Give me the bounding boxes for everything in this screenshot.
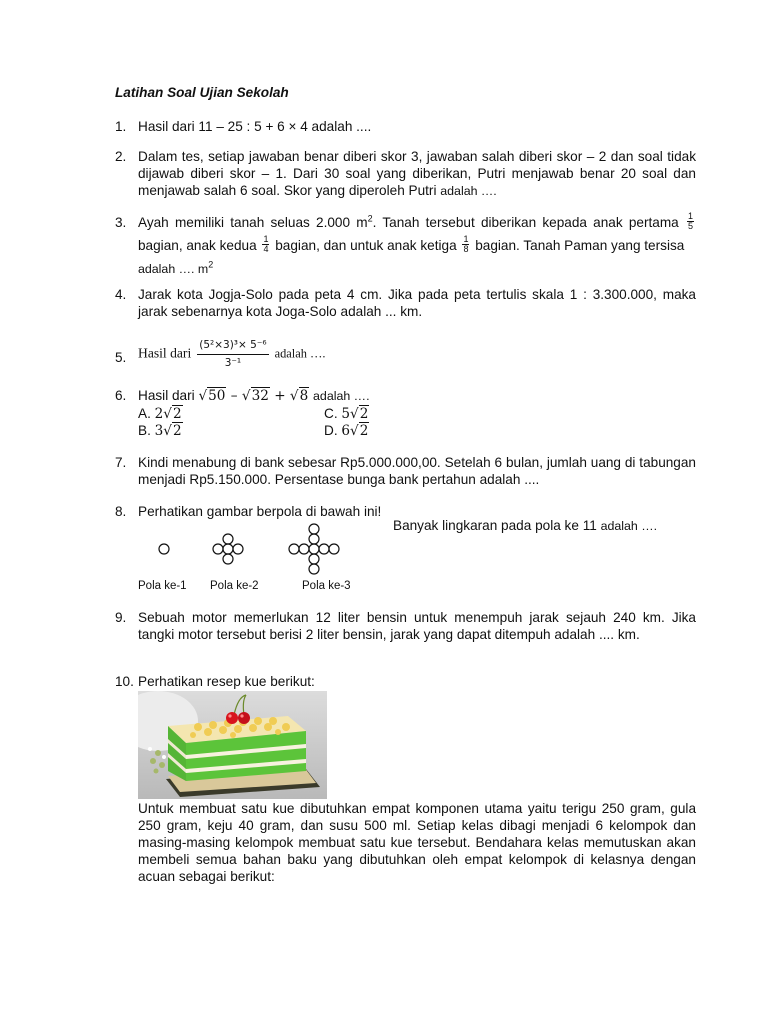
question-text: Perhatikan gambar berpola di bawah ini! xyxy=(138,504,382,519)
option-letter: A. xyxy=(138,406,151,421)
document-title: Latihan Soal Ujian Sekolah xyxy=(115,85,289,100)
question-text: Sebuah motor memerlukan 12 liter bensin untuk menempuh jarak sejauh 240 km. Jika tangki motor tersebut berisi 2 liter bensin, jarak yang dapat ditempuh adalah .... km. xyxy=(138,610,696,642)
option-letter: C. xyxy=(324,406,338,421)
pattern-3-circle xyxy=(309,524,319,534)
q6-tail: adalah …. xyxy=(313,389,370,403)
question-text: Untuk membuat satu kue dibutuhkan empat komponen utama yaitu terigu 250 gram, gula 250 gram, keju 40 gram, dan susu 500 ml. Setiap kelas dibagi menjadi 6 kelompok dan masing-masing kelompok membuat satu kue tersebut. Bendahara kelas memutuskan akan membeli semua bahan baku yang dibutuhkan oleh empat kelompok di kelasnya dengan acuan sebagai berikut: xyxy=(138,801,696,884)
fraction-denominator: 8 xyxy=(463,243,469,254)
fraction-numerator: 1 xyxy=(263,233,269,244)
q5-prefix: Hasil dari xyxy=(138,345,192,361)
question-text-tail: adalah …. xyxy=(440,184,497,198)
q3-text-4: bagian, dan untuk anak ketiga xyxy=(275,238,457,253)
option-value: 6√2 xyxy=(341,423,369,439)
option-letter: B. xyxy=(138,423,151,438)
option-coef: 6 xyxy=(341,423,351,439)
question-10 xyxy=(115,673,696,690)
radicand: 50 xyxy=(208,388,226,404)
pattern-3-circle xyxy=(309,544,319,554)
option-coef: 2 xyxy=(154,406,164,422)
q3-text-1: Ayah memiliki tanah seluas 2.000 m xyxy=(138,215,368,230)
q3-text-5: bagian. Tanah Paman yang tersisa xyxy=(475,238,685,253)
question-number: 2. xyxy=(115,149,127,164)
pattern-3-circle xyxy=(309,534,319,544)
question-text-main: Dalam tes, setiap jawaban benar diberi skor 3, jawaban salah diberi skor – 2 dan soal tidak dijawab diberi skor – 1. Dari 30 soal yang diberikan, Putri menjawab benar 20 soal dan menjawab salah 6 soal. Skor yang diperoleh Putri xyxy=(138,149,696,198)
radicand: 32 xyxy=(251,388,269,404)
radicand: 2 xyxy=(172,406,182,422)
option-value: 2√2 xyxy=(154,406,182,422)
expression-numerator: (5²×3)³× 5⁻⁶ xyxy=(197,339,268,355)
question-number: 5. xyxy=(115,350,127,365)
radicand: 2 xyxy=(359,423,369,439)
option-value: 5√2 xyxy=(341,406,369,422)
q8-question-tail: adalah …. xyxy=(600,519,658,533)
question-text: Kindi menabung di bank sebesar Rp5.000.000,00. Setelah 6 bulan, jumlah uang di tabungan menjadi Rp5.150.000. Persentase bunga bank pertahun adalah .... xyxy=(138,455,696,487)
operator: + xyxy=(269,388,290,404)
question-number: 8. xyxy=(115,504,127,519)
question-number: 9. xyxy=(115,610,127,625)
pattern-label-2: Pola ke-2 xyxy=(210,580,259,592)
question-text: Jarak kota Jogja-Solo pada peta 4 cm. Jika pada peta tertulis skala 1 : 3.300.000, maka jarak sebenarnya kota Joga-Solo adalah ... km. xyxy=(138,287,696,319)
operator: – xyxy=(226,388,242,404)
q3-sup-1: 2 xyxy=(367,213,373,224)
pattern-label-3: Pola ke-3 xyxy=(302,580,351,592)
question-number: 1. xyxy=(115,119,127,134)
pattern-3-circle xyxy=(299,544,309,554)
option-letter: D. xyxy=(324,423,338,438)
question-number: 4. xyxy=(115,287,127,302)
pattern-2-circle xyxy=(223,554,233,564)
pattern-3-circle xyxy=(319,544,329,554)
fraction-numerator: 1 xyxy=(687,210,693,221)
q8-question-text: Banyak lingkaran pada pola ke 11 xyxy=(393,518,597,533)
pattern-3-circle xyxy=(329,544,339,554)
expression-denominator: 3⁻¹ xyxy=(224,357,242,369)
fraction-denominator: 5 xyxy=(687,220,693,231)
question-number: 7. xyxy=(115,455,127,470)
option-coef: 3 xyxy=(154,423,164,439)
pattern-label-1: Pola ke-1 xyxy=(138,580,187,592)
pattern-2-circle xyxy=(233,544,243,554)
radicand: 8 xyxy=(299,388,309,404)
q3-text-3: bagian, anak kedua xyxy=(138,238,257,253)
question-text: Hasil dari 11 – 25 : 5 + 6 × 4 adalah .... xyxy=(138,119,372,134)
fraction-denominator: 4 xyxy=(263,243,269,254)
question-number: 3. xyxy=(115,215,127,230)
pattern-2-circle xyxy=(213,544,223,554)
pattern-3-circle xyxy=(309,554,319,564)
q5-suffix: adalah …. xyxy=(274,346,326,361)
cake-image xyxy=(138,691,327,799)
question-number: 10. xyxy=(115,674,134,689)
pattern-1-circle xyxy=(159,544,169,554)
fraction-numerator: 1 xyxy=(463,233,469,244)
pattern-2-circle xyxy=(223,534,233,544)
pattern-3-circle xyxy=(309,564,319,574)
question-text: Perhatikan resep kue berikut: xyxy=(138,674,315,689)
radicand: 2 xyxy=(359,406,369,422)
option-value: 3√2 xyxy=(154,423,182,439)
question-9 xyxy=(115,609,696,643)
sqrt-expression: √50 – √32 + √8 xyxy=(198,388,309,404)
q6-prefix: Hasil dari xyxy=(138,388,195,403)
q3-sup-2: 2 xyxy=(208,259,214,270)
option-coef: 5 xyxy=(341,406,351,422)
question-number: 6. xyxy=(115,388,127,403)
question-10-body xyxy=(115,800,696,885)
pattern-3-circle xyxy=(289,544,299,554)
radicand: 2 xyxy=(172,423,182,439)
q3-text-2: . Tanah tersebut diberikan kepada anak pertama xyxy=(372,215,679,230)
pattern-2-circle xyxy=(223,544,233,554)
q3-tail: adalah …. m xyxy=(138,262,209,276)
